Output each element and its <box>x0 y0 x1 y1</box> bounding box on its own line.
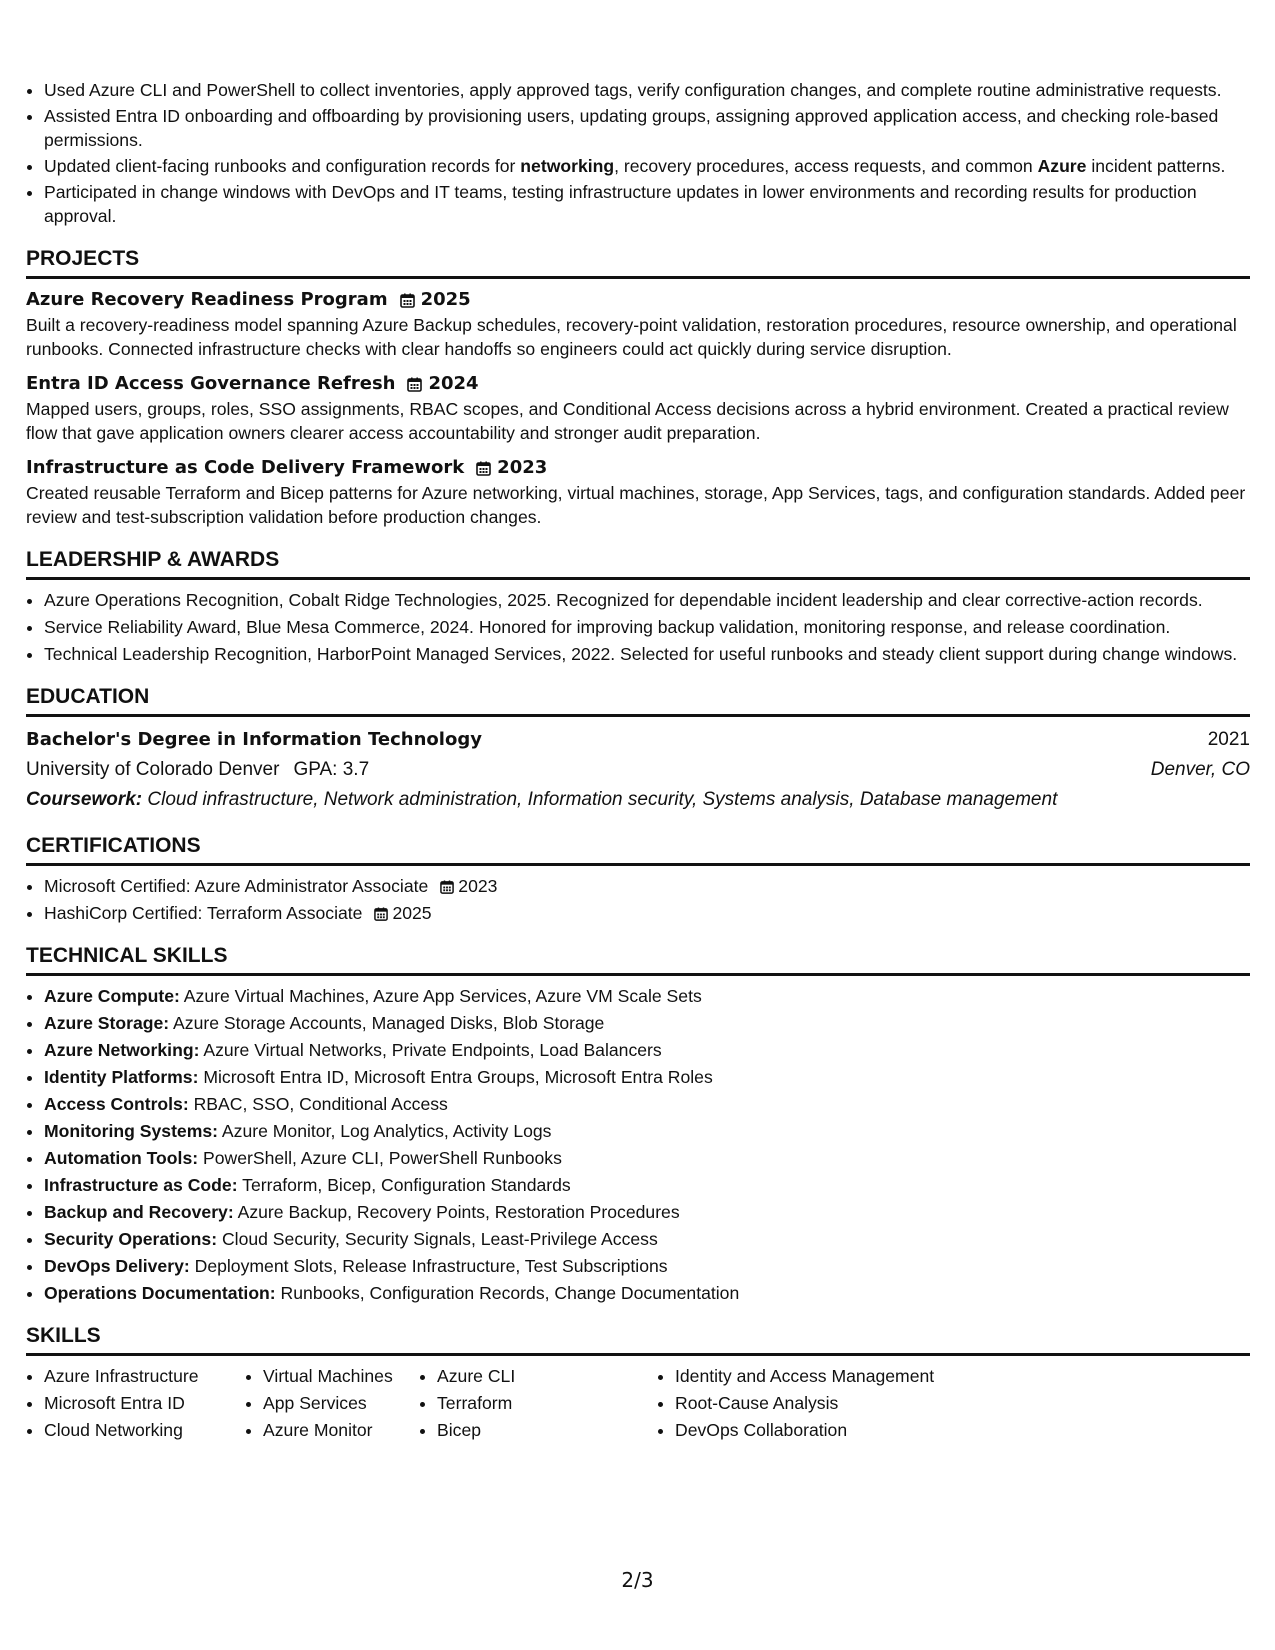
list-item: • Azure Infrastructure <box>44 1364 245 1388</box>
project-item <box>26 455 1250 529</box>
project-item <box>26 371 1250 445</box>
calendar-icon <box>400 293 415 308</box>
list-item: • Service Reliability Award, Blue Mesa Commerce, 2024. Honored for improving backup validation, monitoring response, and release coordination. <box>44 615 1250 639</box>
text-run: , recovery procedures, access requests, and common <box>614 156 1038 176</box>
list-item <box>44 1146 1250 1170</box>
list-item <box>44 901 1250 925</box>
skills-column <box>26 1364 245 1445</box>
list-item: • Terraform <box>437 1391 657 1415</box>
skill-values: Azure Storage Accounts, Managed Disks, Blob Storage <box>169 1013 605 1033</box>
skill-category: Azure Storage: <box>44 1013 170 1033</box>
list-item: • Microsoft Entra ID <box>44 1391 245 1415</box>
skill-category: Operations Documentation: <box>44 1283 276 1303</box>
skill-category: Azure Compute: <box>44 986 180 1006</box>
skill-category: Monitoring Systems: <box>44 1121 218 1141</box>
skill-category: Automation Tools: <box>44 1148 199 1168</box>
list-item: • DevOps Collaboration <box>675 1418 1075 1442</box>
project-year: 2024 <box>428 373 479 394</box>
gpa: GPA: 3.7 <box>293 759 370 780</box>
skill-values: Runbooks, Configuration Records, Change Documentation <box>275 1283 740 1303</box>
skill-category: Identity Platforms: <box>44 1067 199 1087</box>
skills-grid <box>26 1364 1250 1445</box>
degree-name: Bachelor's Degree in Information Technology <box>26 729 482 750</box>
list-item <box>44 1200 1250 1224</box>
list-item: • Participated in change windows with DevOps and IT teams, testing infrastructure updates in lower environments and recording results for production approval. <box>44 180 1250 228</box>
bold-keyword: Azure <box>1037 156 1087 176</box>
list-item <box>44 1119 1250 1143</box>
list-item <box>44 1038 1250 1062</box>
certification-name: HashiCorp Certified: Terraform Associate <box>44 903 363 923</box>
skill-category: DevOps Delivery: <box>44 1256 190 1276</box>
project-name: Entra ID Access Governance Refresh <box>26 373 396 394</box>
list-item: • Cloud Networking <box>44 1418 245 1442</box>
list-item <box>44 1092 1250 1116</box>
list-item: • Virtual Machines <box>263 1364 419 1388</box>
list-item: • Azure Monitor <box>263 1418 419 1442</box>
skill-values: RBAC, SSO, Conditional Access <box>188 1094 448 1114</box>
list-item: • Assisted Entra ID onboarding and offboarding by provisioning users, updating groups, assigning approved application access, and checking role-based permissions. <box>44 104 1250 152</box>
project-item <box>26 287 1250 361</box>
list-item: • Used Azure CLI and PowerShell to collect inventories, apply approved tags, verify configuration changes, and complete routine administrative requests. <box>44 78 1250 102</box>
list-item: • Azure Operations Recognition, Cobalt Ridge Technologies, 2025. Recognized for dependable incident leadership and clear corrective-action records. <box>44 588 1250 612</box>
project-description: Created reusable Terraform and Bicep patterns for Azure networking, virtual machines, storage, App Services, tags, and configuration standards. Added peer review and test-subscription validation before production changes. <box>26 483 1246 527</box>
certification-year: 2023 <box>458 876 498 896</box>
list-item: • Identity and Access Management <box>675 1364 1075 1388</box>
skill-values: Azure Backup, Recovery Points, Restoration Procedures <box>233 1202 680 1222</box>
section-title-awards: LEADERSHIP & AWARDS <box>26 547 1250 580</box>
skill-values: Azure Virtual Machines, Azure App Services, Azure VM Scale Sets <box>179 986 702 1006</box>
text-run: incident patterns. <box>1086 156 1226 176</box>
project-name: Infrastructure as Code Delivery Framework <box>26 457 465 478</box>
skill-category: Security Operations: <box>44 1229 218 1249</box>
section-title-education: EDUCATION <box>26 684 1250 717</box>
skill-values: PowerShell, Azure CLI, PowerShell Runbooks <box>198 1148 562 1168</box>
skill-values: Terraform, Bicep, Configuration Standards <box>237 1175 571 1195</box>
skill-values: Azure Monitor, Log Analytics, Activity Logs <box>218 1121 552 1141</box>
list-item: • Root-Cause Analysis <box>675 1391 1075 1415</box>
list-item <box>44 1227 1250 1251</box>
list-item <box>44 1011 1250 1035</box>
skills-column <box>419 1364 657 1445</box>
list-item <box>44 1254 1250 1278</box>
project-description: Built a recovery-readiness model spanning Azure Backup schedules, recovery-point validation, restoration procedures, resource ownership, and operational runbooks. Connected infrastructure checks with clear handoffs so engineers could act quickly during service disruption. <box>26 315 1237 359</box>
technical-skills-list <box>26 984 1250 1305</box>
graduation-year: 2021 <box>1207 729 1250 750</box>
resume-page <box>26 78 1250 1445</box>
coursework <box>26 785 1250 815</box>
school-location: Denver, CO <box>1150 759 1250 780</box>
skill-values: Microsoft Entra ID, Microsoft Entra Groups, Microsoft Entra Roles <box>198 1067 713 1087</box>
calendar-icon <box>440 880 454 894</box>
section-title-skills: SKILLS <box>26 1323 1250 1356</box>
list-item: • Azure CLI <box>437 1364 657 1388</box>
skill-values: Deployment Slots, Release Infrastructure, Test Subscriptions <box>189 1256 668 1276</box>
awards-list <box>26 588 1250 666</box>
project-year: 2025 <box>420 289 471 310</box>
calendar-icon <box>476 461 491 476</box>
calendar-icon <box>407 377 422 392</box>
list-item <box>44 984 1250 1008</box>
education-school-row <box>26 755 1250 785</box>
list-item <box>44 1065 1250 1089</box>
list-item: • Bicep <box>437 1418 657 1442</box>
project-year: 2023 <box>497 457 548 478</box>
skill-category: Infrastructure as Code: <box>44 1175 238 1195</box>
skill-values: Cloud Security, Security Signals, Least-Privilege Access <box>217 1229 658 1249</box>
certification-year: 2025 <box>392 903 432 923</box>
section-title-technical-skills: TECHNICAL SKILLS <box>26 943 1250 976</box>
skill-values: Azure Virtual Networks, Private Endpoints, Load Balancers <box>199 1040 662 1060</box>
coursework-label: Coursework: <box>26 789 143 810</box>
experience-bullets <box>26 78 1250 228</box>
list-item: • App Services <box>263 1391 419 1415</box>
text-run: Updated client-facing runbooks and configuration records for <box>44 156 521 176</box>
certifications-list <box>26 874 1250 925</box>
certification-name: Microsoft Certified: Azure Administrator Associate <box>44 876 429 896</box>
education-header-row <box>26 725 1250 755</box>
skills-column <box>245 1364 419 1445</box>
school-name: University of Colorado Denver <box>26 759 280 780</box>
page-number: 2/3 <box>621 1568 654 1592</box>
skill-category: Access Controls: <box>44 1094 189 1114</box>
section-title-certifications: CERTIFICATIONS <box>26 833 1250 866</box>
list-item <box>44 154 1250 178</box>
list-item <box>44 1173 1250 1197</box>
skill-category: Backup and Recovery: <box>44 1202 234 1222</box>
skill-category: Azure Networking: <box>44 1040 200 1060</box>
coursework-list: Cloud infrastructure, Network administration, Information security, Systems analysis, Database management <box>142 789 1058 810</box>
list-item <box>44 1281 1250 1305</box>
project-description: Mapped users, groups, roles, SSO assignments, RBAC scopes, and Conditional Access decisions across a hybrid environment. Created a practical review flow that gave application owners clearer access accountability and stronger audit preparation. <box>26 399 1229 443</box>
skills-column <box>657 1364 1075 1445</box>
bold-keyword: networking <box>520 156 615 176</box>
project-name: Azure Recovery Readiness Program <box>26 289 388 310</box>
calendar-icon <box>374 907 388 921</box>
list-item: • Technical Leadership Recognition, HarborPoint Managed Services, 2022. Selected for useful runbooks and steady client support during change windows. <box>44 642 1250 666</box>
list-item <box>44 874 1250 898</box>
section-title-projects: PROJECTS <box>26 246 1250 279</box>
